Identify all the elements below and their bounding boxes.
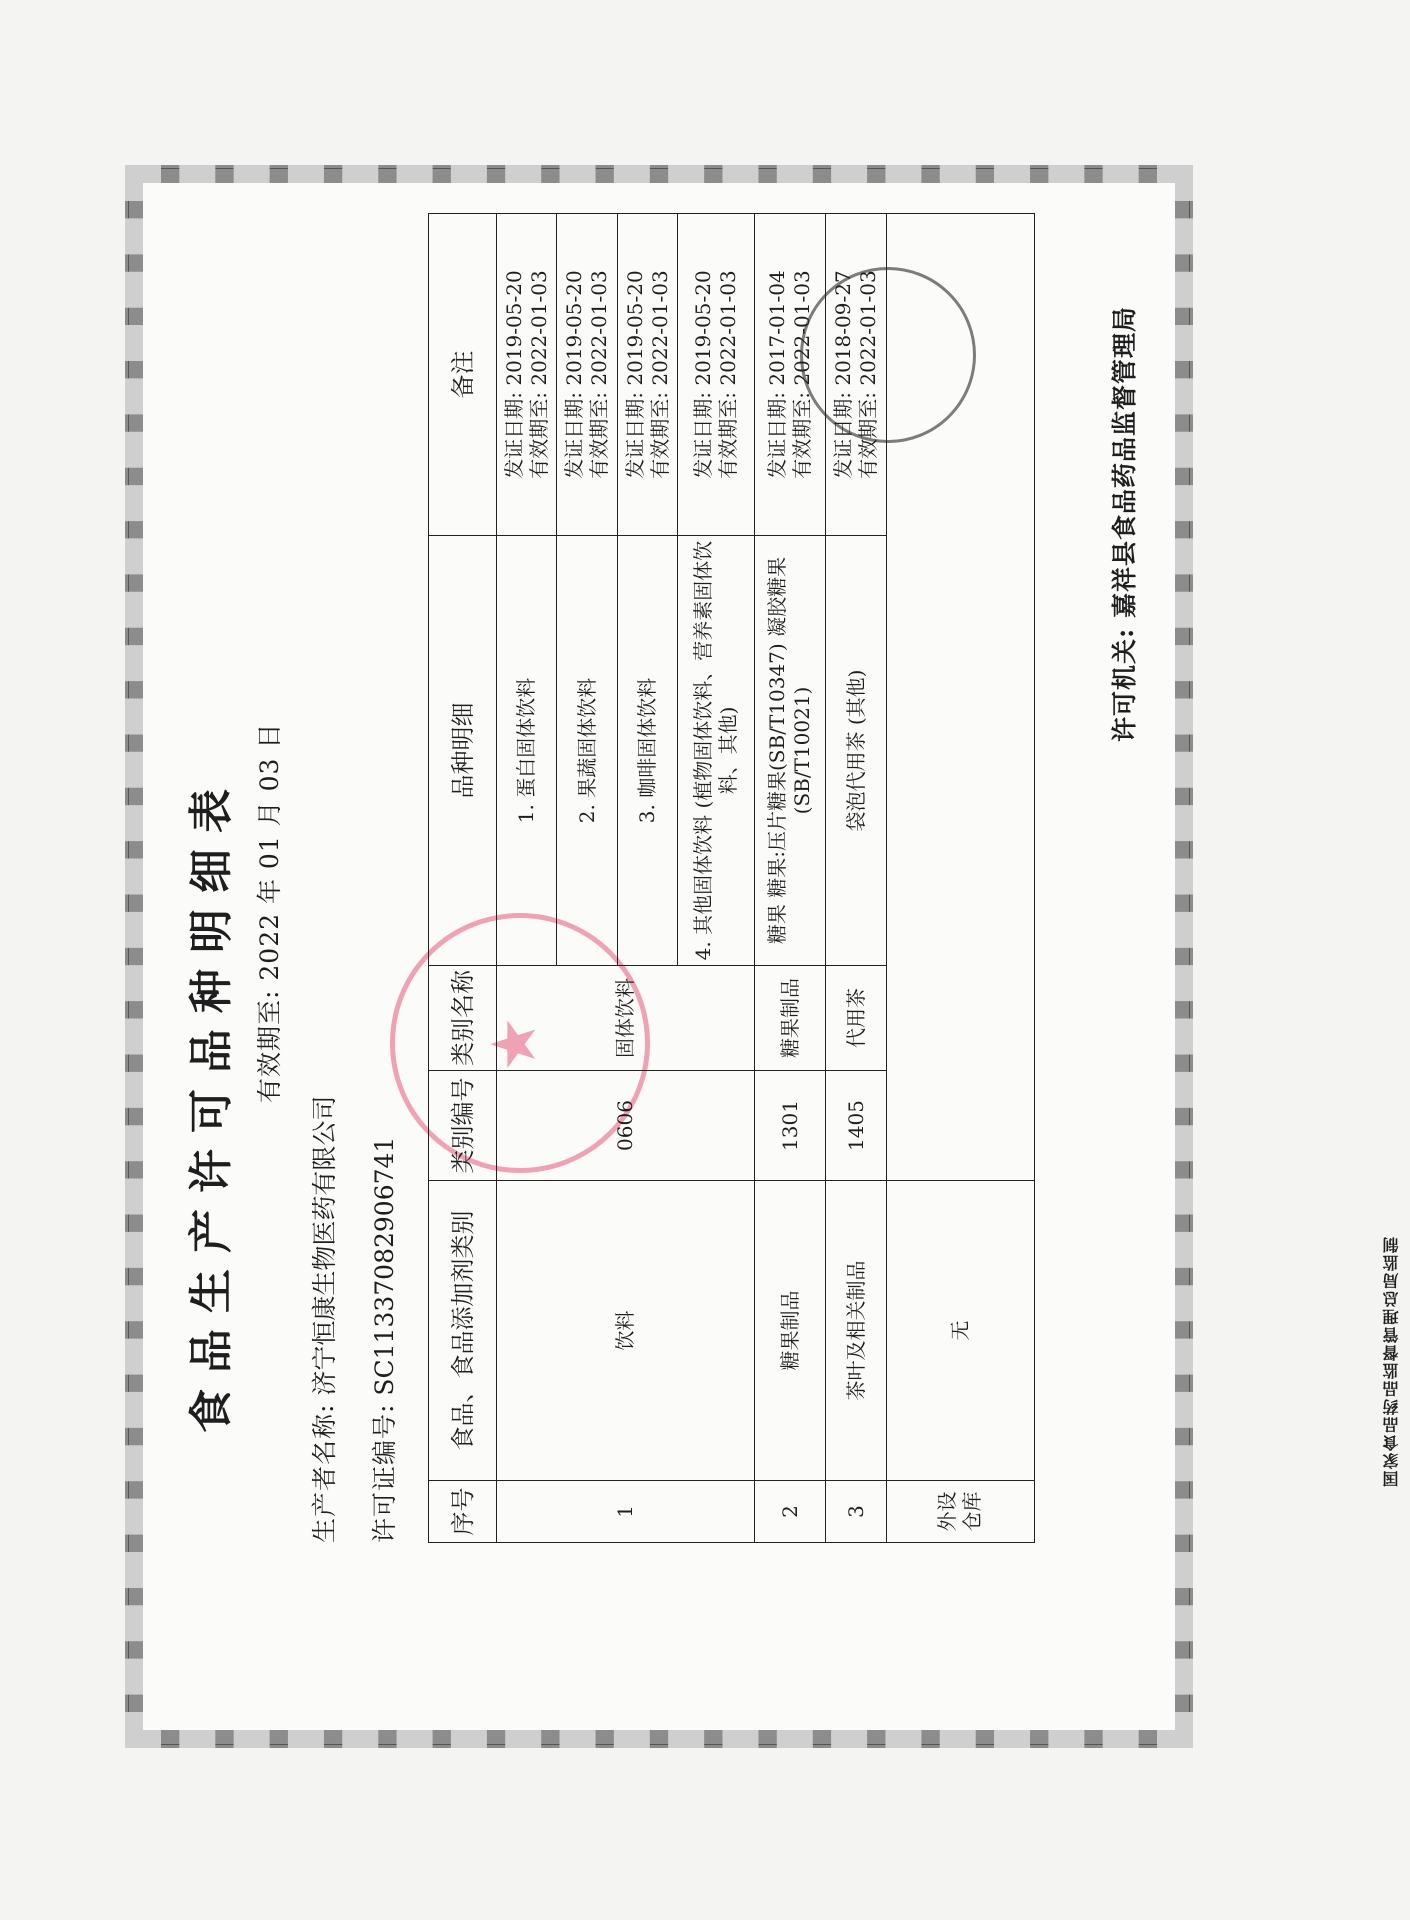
cell-code: 0606: [497, 1071, 755, 1181]
cell-variety: 糖果 糖果:压片糖果(SB/T10347) 凝胶糖果(SB/T10021): [755, 536, 826, 966]
document-title: 食品生产许可品种明细表: [186, 773, 237, 1433]
issue-date: 发证日期: 2018-09-27: [831, 270, 856, 479]
cell-variety: 4. 其他固体饮料 (植物固体饮料、营养素固体饮料、其他): [678, 536, 755, 966]
cell-class-name: 固体饮料: [497, 966, 755, 1071]
issue-date: 发证日期: 2017-01-04: [765, 270, 790, 479]
producer-name: 济宁恒康生物医药有限公司: [310, 1095, 339, 1396]
table-row: [497, 214, 557, 1543]
cell-class-name: 代用茶: [826, 966, 886, 1071]
issue-date: 发证日期: 2019-05-20: [501, 270, 526, 479]
cell-code: 1405: [826, 1071, 886, 1181]
expiry-date: 有效期至: 2022-01-03: [716, 270, 741, 479]
cell-seq: 1: [497, 1481, 755, 1543]
producer-label: 生产者名称:: [310, 1403, 339, 1543]
license-number: SC11337082906741: [370, 1136, 399, 1396]
table-row: [755, 214, 826, 1543]
table-header-row: [429, 214, 497, 1543]
issue-date: 发证日期: 2019-05-20: [691, 270, 716, 479]
expiry-date: 有效期至: 2022-01-03: [856, 270, 881, 479]
issue-date: 发证日期: 2019-05-20: [562, 270, 587, 479]
authority-seal: [800, 267, 976, 443]
header-category: 食品、食品添加剂类别: [429, 1181, 497, 1481]
cell-category: 饮料: [497, 1181, 755, 1481]
authority-name: 嘉祥县食品药品监督管理局: [1110, 306, 1139, 619]
cell-warehouse-value: 无: [886, 1181, 1034, 1481]
header-seq: 序号: [429, 1481, 497, 1543]
cell-variety: 袋泡代用茶 (其他): [826, 536, 886, 966]
cell-remark: [557, 214, 617, 536]
cell-class-name: 糖果制品: [755, 966, 826, 1071]
validity-label: 有效期至:: [255, 989, 284, 1103]
license-line: [365, 1137, 401, 1543]
cell-seq: 3: [826, 1481, 886, 1543]
producer-line: [305, 1096, 341, 1543]
cell-seq: 2: [755, 1481, 826, 1543]
validity-date: 2022 年 01 月 03 日: [255, 722, 284, 981]
header-remark: 备注: [429, 214, 497, 536]
cell-variety: 3. 咖啡固体饮料: [617, 536, 677, 966]
expiry-date: 有效期至: 2022-01-03: [790, 270, 815, 479]
header-variety: 品种明细: [429, 536, 497, 966]
seal-star-icon: ★: [477, 1016, 550, 1072]
issue-date: 发证日期: 2019-05-20: [622, 270, 647, 479]
cell-category: 糖果制品: [755, 1181, 826, 1481]
certificate-content: [160, 196, 1160, 1703]
cell-remark: [617, 214, 677, 536]
cell-warehouse-label: 外设仓库: [886, 1481, 1034, 1543]
validity-line: [250, 723, 286, 1103]
footer-note: 国家食品药品监督管理总局监制: [1382, 1235, 1401, 1487]
header-class-name: 类别名称: [429, 966, 497, 1071]
cell-variety: 2. 果蔬固体饮料: [557, 536, 617, 966]
header-code: 类别编号: [429, 1071, 497, 1181]
authority-line: [1105, 306, 1141, 742]
cell-remark: [678, 214, 755, 536]
cell-category: 茶叶及相关制品: [826, 1181, 886, 1481]
expiry-date: 有效期至: 2022-01-03: [647, 270, 672, 479]
license-label: 许可证编号:: [370, 1403, 399, 1543]
cell-variety: 1. 蛋白固体饮料: [497, 536, 557, 966]
authority-label: 许可机关:: [1110, 627, 1139, 742]
cell-code: 1301: [755, 1071, 826, 1181]
cell-remark: [497, 214, 557, 536]
expiry-date: 有效期至: 2022-01-03: [526, 270, 551, 479]
expiry-date: 有效期至: 2022-01-03: [587, 270, 612, 479]
